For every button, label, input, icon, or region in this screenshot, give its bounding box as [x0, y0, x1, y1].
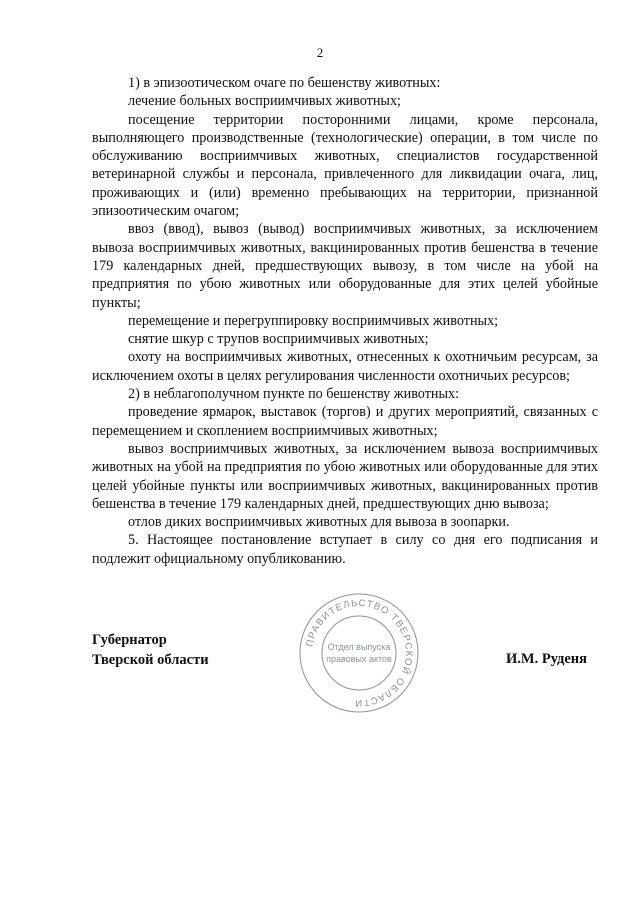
paragraph: перемещение и перегруппировку восприимчивых животных; — [128, 312, 499, 329]
signer-title-line: Губернатор — [92, 632, 167, 648]
stamp-inner-ring — [322, 616, 396, 690]
stamp-center-line: Отдел выпуска — [327, 642, 391, 652]
stamp-outer-ring — [300, 594, 418, 712]
paragraph: отлов диких восприимчивых животных для вывоза в зоопарки. — [128, 514, 510, 531]
body-text — [92, 74, 598, 568]
page-number: 2 — [316, 45, 324, 60]
paragraph: 2) в неблагополучном пункте по бешенству животных: — [128, 386, 460, 403]
paragraph: 1) в эпизоотическом очаге по бешенству животных: — [128, 75, 441, 91]
official-stamp — [296, 590, 422, 716]
paragraph: охоту на восприимчивых животных, отнесенных к охотничьим ресурсам, за исключением охоты в целях регулирования численности охотничьих ресурсов; — [92, 349, 598, 384]
paragraph: вывоз восприимчивых животных, за исключением вывоза восприимчивых животных на убой на предприятия по убою животных или оборудованные для этих целей убойные пункты или восприимчивых животных, вакцинированных против бешенства в течение 179 календарных дней, предшествующих дню вывоза; — [92, 440, 598, 512]
paragraph: проведение ярмарок, выставок (торгов) и других мероприятий, связанных с перемещением и скоплением восприимчивых животных; — [92, 404, 598, 439]
signer-title-line: Тверской области — [92, 652, 209, 668]
stamp-ring-text: ПРАВИТЕЛЬСТВО ТВЕРСКОЙ ОБЛАСТИ — [304, 597, 415, 709]
paragraph: ввоз (ввод), вывоз (вывод) восприимчивых животных, за исключением вывоза восприимчивых животных, вакцинированных против бешенства в течение 179 календарных дней, предшествующих вывозу, в том числе на убой на предприятия по убою животных или оборудованные для этих целей убойные пункты; — [92, 221, 598, 311]
signer-name: И.М. Руденя — [506, 651, 588, 667]
signer-title — [92, 630, 209, 670]
paragraph: снятие шкур с трупов восприимчивых животных; — [128, 331, 429, 348]
paragraph: 5. Настоящее постановление вступает в силу со дня его подписания и подлежит официальному опубликованию. — [92, 532, 598, 567]
paragraph: посещение территории посторонними лицами, кроме персонала, выполняющего производственные (технологические) операции, в том числе по обслуживанию восприимчивых животных, специалистов государственной ветеринарной службы и персонала, привлеченного для ликвидации очага, лиц, проживающих и (или) временно пребывающих на территории, признанной эпизоотическим очагом; — [92, 111, 598, 220]
paragraph: лечение больных восприимчивых животных; — [128, 93, 401, 110]
stamp-center-line: правовых актов — [326, 654, 392, 664]
